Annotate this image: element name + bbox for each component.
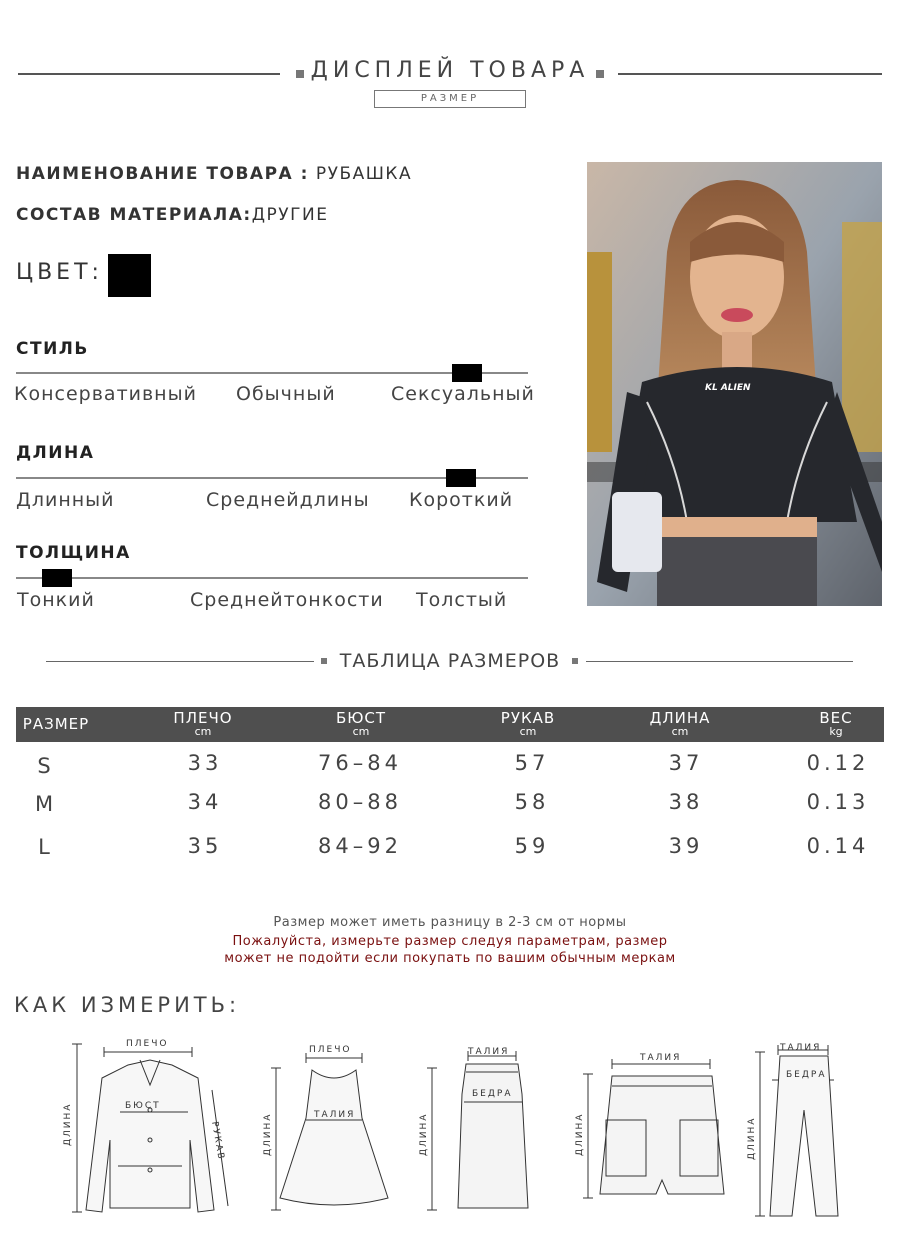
- header-line-right: [618, 73, 882, 75]
- shirt-print-text: KL ALIEN: [705, 383, 751, 393]
- color-label: ЦВЕТ:: [16, 260, 103, 285]
- size-table-title: ТАБЛИЦА РАЗМЕРОВ: [339, 650, 561, 672]
- measurement-diagrams: [0, 1030, 900, 1240]
- measure-warning-line-1: Пожалуйста, измерьте размер следуя параметрам, размер: [232, 934, 668, 949]
- scale-option: Консервативный: [14, 383, 197, 405]
- table-cell: 37: [668, 751, 704, 775]
- product-name-value: РУБАШКА: [315, 164, 413, 184]
- label-hips-skirt: БЕДРА: [472, 1089, 513, 1099]
- shorts-diagram: [583, 1059, 724, 1198]
- table-cell: L: [38, 835, 54, 859]
- label-length-jacket: ДЛИНА: [63, 1102, 73, 1146]
- table-cell: 0.13: [806, 790, 870, 814]
- scale-option: Обычный: [236, 383, 336, 405]
- table-cell: S: [37, 754, 55, 778]
- page-subtitle: РАЗМЕР: [374, 90, 526, 108]
- table-cell: 34: [187, 790, 223, 814]
- col-header-length: ДЛИНА cm: [649, 709, 711, 738]
- jacket-diagram: [72, 1044, 228, 1212]
- table-cell: 38: [668, 790, 704, 814]
- measure-warning-line-2: может не подойти если покупать по вашим обычным меркам: [224, 951, 676, 966]
- label-shoulder-dress: ПЛЕЧО: [309, 1045, 352, 1055]
- product-photo: [587, 162, 882, 606]
- color-swatch: [108, 254, 151, 297]
- size-title-line-right: [586, 661, 853, 662]
- col-header-size: РАЗМЕР: [22, 715, 90, 733]
- page-title: ДИСПЛЕЙ ТОВАРА: [310, 58, 590, 83]
- label-hips-trousers: БЕДРА: [786, 1070, 827, 1080]
- label-waist-dress: ТАЛИЯ: [314, 1110, 356, 1120]
- table-cell: 84–92: [318, 834, 402, 858]
- scale-title-style: СТИЛЬ: [16, 339, 89, 359]
- col-header-weight: ВЕС kg: [819, 709, 853, 738]
- label-length-trousers: ДЛИНА: [747, 1116, 757, 1160]
- label-waist-skirt: ТАЛИЯ: [468, 1047, 510, 1057]
- scale-option: Тонкий: [17, 589, 95, 611]
- table-cell: M: [34, 792, 58, 816]
- product-name-row: [16, 164, 412, 184]
- scale-title-length: ДЛИНА: [16, 443, 95, 463]
- table-cell: 80–88: [318, 790, 402, 814]
- label-length-skirt: ДЛИНА: [419, 1112, 429, 1156]
- scale-marker-style: [452, 364, 482, 382]
- table-cell: 76–84: [318, 751, 402, 775]
- table-cell: 33: [187, 751, 223, 775]
- col-header-sleeve: РУКАВ cm: [500, 709, 556, 738]
- size-note: Размер может иметь разницу в 2-3 см от нормы: [273, 915, 627, 930]
- label-waist-shorts: ТАЛИЯ: [640, 1053, 682, 1063]
- header-square-right: [596, 70, 604, 78]
- table-cell: 57: [514, 751, 550, 775]
- scale-marker-length: [446, 469, 476, 487]
- label-sleeve: РУКАВ: [209, 1120, 226, 1162]
- scale-option: Сексуальный: [391, 383, 535, 405]
- col-header-bust: БЮСТ cm: [335, 709, 387, 738]
- scale-option: Короткий: [409, 489, 514, 511]
- scale-option: Среднейдлины: [206, 489, 370, 511]
- dress-diagram: [271, 1053, 388, 1210]
- size-table-header: [16, 707, 884, 742]
- scale-line-thickness: [16, 577, 528, 579]
- table-cell: 39: [668, 834, 704, 858]
- table-cell: 35: [187, 834, 223, 858]
- table-cell: 0.12: [806, 751, 870, 775]
- material-row: [16, 205, 328, 225]
- material-value: ДРУГИЕ: [251, 205, 329, 225]
- how-to-measure-title: КАК ИЗМЕРИТЬ:: [14, 993, 241, 1017]
- model-illustration: [587, 162, 882, 606]
- scale-option: Толстый: [416, 589, 508, 611]
- label-length-dress: ДЛИНА: [263, 1112, 273, 1156]
- label-length-shorts: ДЛИНА: [575, 1112, 585, 1156]
- scale-option: Среднейтонкости: [190, 589, 384, 611]
- label-shoulder-jacket: ПЛЕЧО: [126, 1039, 169, 1049]
- material-label: СОСТАВ МАТЕРИАЛА:: [16, 205, 252, 225]
- table-cell: 59: [514, 834, 550, 858]
- skirt-diagram: [427, 1051, 528, 1210]
- table-cell: 58: [514, 790, 550, 814]
- product-name-label: НАИМЕНОВАНИЕ ТОВАРА :: [16, 164, 309, 184]
- col-header-shoulder: ПЛЕЧО cm: [173, 709, 233, 738]
- label-waist-trousers: ТАЛИЯ: [780, 1043, 822, 1053]
- table-cell: 0.14: [806, 834, 870, 858]
- scale-option: Длинный: [16, 489, 115, 511]
- size-title-square-right: [572, 658, 578, 664]
- label-bust: БЮСТ: [125, 1101, 161, 1111]
- scale-title-thickness: ТОЛЩИНА: [16, 543, 131, 563]
- scale-marker-thickness: [42, 569, 72, 587]
